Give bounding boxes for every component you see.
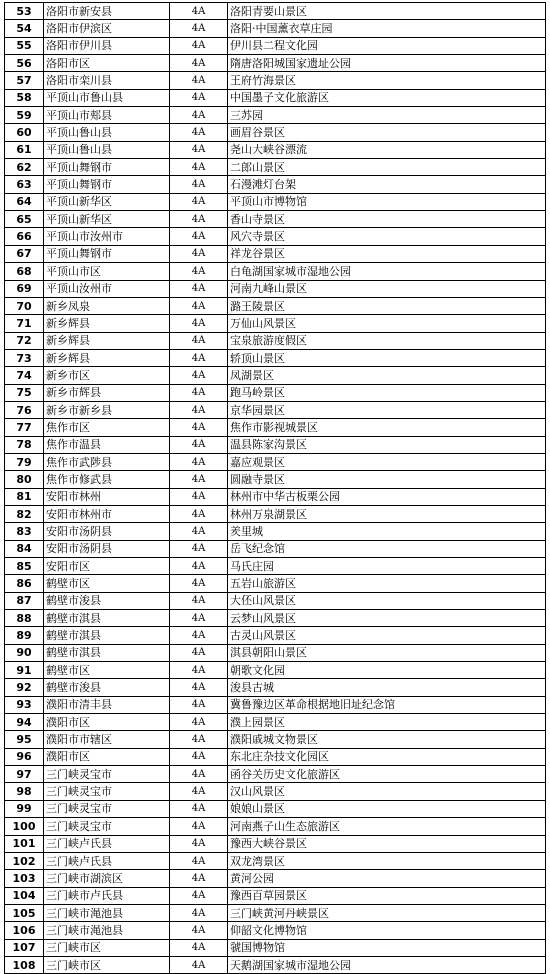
location-cell: 濮阳市区 <box>44 714 170 731</box>
row-number-cell: 100 <box>5 818 44 835</box>
table-row <box>5 141 546 158</box>
rating-level-cell: 4A <box>170 766 228 783</box>
row-number-cell: 84 <box>5 540 44 557</box>
location-cell: 濮阳市清丰县 <box>44 696 170 713</box>
table-row <box>5 835 546 852</box>
scenic-name-cell: 二郎山景区 <box>228 159 546 176</box>
location-cell: 洛阳市新安县 <box>44 3 170 20</box>
row-number-cell: 66 <box>5 228 44 245</box>
scenic-name-cell: 白龟湖国家城市湿地公园 <box>228 263 546 280</box>
scenic-name-cell: 洛阳青要山景区 <box>228 3 546 20</box>
location-cell: 三门峡市卢氏县 <box>44 887 170 904</box>
scenic-name-cell: 东北庄杂技文化园区 <box>228 748 546 765</box>
rating-level-cell: 4A <box>170 89 228 106</box>
location-cell: 平顶山舞钢市 <box>44 159 170 176</box>
location-cell: 新乡辉县 <box>44 332 170 349</box>
location-cell: 焦作市修武县 <box>44 471 170 488</box>
table-row <box>5 72 546 89</box>
scenic-name-cell: 虢国博物馆 <box>228 939 546 956</box>
location-cell: 鹤壁市淇县 <box>44 627 170 644</box>
rating-level-cell: 4A <box>170 748 228 765</box>
location-cell: 安阳市林州市 <box>44 505 170 522</box>
rating-level-cell: 4A <box>170 37 228 54</box>
scenic-name-cell: 林州市中华古板栗公园 <box>228 488 546 505</box>
scenic-name-cell: 温县陈家沟景区 <box>228 436 546 453</box>
location-cell: 洛阳市栾川县 <box>44 72 170 89</box>
location-cell: 焦作市区 <box>44 419 170 436</box>
row-number-cell: 94 <box>5 714 44 731</box>
table-row <box>5 55 546 72</box>
row-number-cell: 64 <box>5 193 44 210</box>
row-number-cell: 62 <box>5 159 44 176</box>
table-row <box>5 852 546 869</box>
table-row <box>5 349 546 366</box>
rating-level-cell: 4A <box>170 419 228 436</box>
row-number-cell: 79 <box>5 453 44 470</box>
location-cell: 鹤壁市区 <box>44 662 170 679</box>
rating-level-cell: 4A <box>170 349 228 366</box>
row-number-cell: 77 <box>5 419 44 436</box>
table-row <box>5 748 546 765</box>
table-row <box>5 575 546 592</box>
location-cell: 洛阳市伊滨区 <box>44 20 170 37</box>
location-cell: 平顶山汝州市 <box>44 280 170 297</box>
rating-level-cell: 4A <box>170 245 228 262</box>
scenic-name-cell: 大伾山风景区 <box>228 592 546 609</box>
scenic-name-cell: 双龙湾景区 <box>228 852 546 869</box>
rating-level-cell: 4A <box>170 505 228 522</box>
rating-level-cell: 4A <box>170 3 228 20</box>
rating-level-cell: 4A <box>170 124 228 141</box>
scenic-name-cell: 伊川县二程文化园 <box>228 37 546 54</box>
row-number-cell: 101 <box>5 835 44 852</box>
row-number-cell: 67 <box>5 245 44 262</box>
rating-level-cell: 4A <box>170 956 228 973</box>
table-row <box>5 315 546 332</box>
location-cell: 三门峡市渑池县 <box>44 904 170 921</box>
rating-level-cell: 4A <box>170 627 228 644</box>
rating-level-cell: 4A <box>170 696 228 713</box>
scenic-name-cell: 马氏庄园 <box>228 558 546 575</box>
scenic-name-cell: 凤湖景区 <box>228 367 546 384</box>
rating-level-cell: 4A <box>170 141 228 158</box>
table-row <box>5 37 546 54</box>
location-cell: 平顶山市区 <box>44 263 170 280</box>
location-cell: 平顶山市鲁山县 <box>44 89 170 106</box>
rating-level-cell: 4A <box>170 297 228 314</box>
rating-level-cell: 4A <box>170 662 228 679</box>
table-row <box>5 505 546 522</box>
table-row <box>5 939 546 956</box>
table-body <box>5 3 546 974</box>
table-row <box>5 818 546 835</box>
row-number-cell: 57 <box>5 72 44 89</box>
scenic-name-cell: 宝泉旅游度假区 <box>228 332 546 349</box>
row-number-cell: 58 <box>5 89 44 106</box>
scenic-name-cell: 古灵山风景区 <box>228 627 546 644</box>
row-number-cell: 73 <box>5 349 44 366</box>
scenic-name-cell: 三门峡黄河丹峡景区 <box>228 904 546 921</box>
table-row <box>5 956 546 973</box>
location-cell: 平顶山新华区 <box>44 193 170 210</box>
table-row <box>5 887 546 904</box>
location-cell: 焦作市温县 <box>44 436 170 453</box>
location-cell: 三门峡卢氏县 <box>44 852 170 869</box>
table-row <box>5 471 546 488</box>
row-number-cell: 76 <box>5 401 44 418</box>
row-number-cell: 107 <box>5 939 44 956</box>
table-row <box>5 20 546 37</box>
table-row <box>5 904 546 921</box>
table-row <box>5 800 546 817</box>
scenic-name-cell: 豫西百草园景区 <box>228 887 546 904</box>
row-number-cell: 68 <box>5 263 44 280</box>
rating-level-cell: 4A <box>170 211 228 228</box>
table-row <box>5 3 546 20</box>
rating-level-cell: 4A <box>170 783 228 800</box>
scenic-name-cell: 羑里城 <box>228 523 546 540</box>
scenic-name-cell: 画眉谷景区 <box>228 124 546 141</box>
table-row <box>5 766 546 783</box>
location-cell: 平顶山舞钢市 <box>44 176 170 193</box>
row-number-cell: 72 <box>5 332 44 349</box>
rating-level-cell: 4A <box>170 367 228 384</box>
row-number-cell: 85 <box>5 558 44 575</box>
rating-level-cell: 4A <box>170 714 228 731</box>
row-number-cell: 86 <box>5 575 44 592</box>
rating-level-cell: 4A <box>170 679 228 696</box>
location-cell: 安阳市汤阴县 <box>44 523 170 540</box>
location-cell: 三门峡市渑池县 <box>44 922 170 939</box>
scenic-name-cell: 淇县朝阳山景区 <box>228 644 546 661</box>
rating-level-cell: 4A <box>170 280 228 297</box>
location-cell: 三门峡市区 <box>44 939 170 956</box>
scenic-name-cell: 函谷关历史文化旅游区 <box>228 766 546 783</box>
rating-level-cell: 4A <box>170 263 228 280</box>
table-row <box>5 107 546 124</box>
rating-level-cell: 4A <box>170 384 228 401</box>
scenic-name-cell: 河南九峰山景区 <box>228 280 546 297</box>
rating-level-cell: 4A <box>170 401 228 418</box>
scenic-name-cell: 跑马岭景区 <box>228 384 546 401</box>
row-number-cell: 55 <box>5 37 44 54</box>
rating-level-cell: 4A <box>170 922 228 939</box>
location-cell: 三门峡灵宝市 <box>44 800 170 817</box>
scenic-name-cell: 嘉应观景区 <box>228 453 546 470</box>
scenic-name-cell: 风穴寺景区 <box>228 228 546 245</box>
rating-level-cell: 4A <box>170 835 228 852</box>
row-number-cell: 92 <box>5 679 44 696</box>
location-cell: 焦作市武陟县 <box>44 453 170 470</box>
location-cell: 平顶山市郏县 <box>44 107 170 124</box>
scenic-name-cell: 冀鲁豫边区革命根据地旧址纪念馆 <box>228 696 546 713</box>
rating-level-cell: 4A <box>170 558 228 575</box>
scenic-name-cell: 林州万泉湖景区 <box>228 505 546 522</box>
row-number-cell: 97 <box>5 766 44 783</box>
scenic-name-cell: 京华园景区 <box>228 401 546 418</box>
table-row <box>5 488 546 505</box>
rating-level-cell: 4A <box>170 72 228 89</box>
scenic-name-cell: 濮阳戚城文物景区 <box>228 731 546 748</box>
table-row <box>5 436 546 453</box>
rating-level-cell: 4A <box>170 540 228 557</box>
table-row <box>5 558 546 575</box>
location-cell: 濮阳市市辖区 <box>44 731 170 748</box>
location-cell: 新乡市区 <box>44 367 170 384</box>
table-row <box>5 332 546 349</box>
table-row <box>5 644 546 661</box>
table-row <box>5 592 546 609</box>
location-cell: 鹤壁市淇县 <box>44 610 170 627</box>
rating-level-cell: 4A <box>170 523 228 540</box>
table-row <box>5 783 546 800</box>
location-cell: 鹤壁市淇县 <box>44 644 170 661</box>
rating-level-cell: 4A <box>170 800 228 817</box>
row-number-cell: 82 <box>5 505 44 522</box>
row-number-cell: 53 <box>5 3 44 20</box>
scenic-name-cell: 焦作市影视城景区 <box>228 419 546 436</box>
scenic-name-cell: 平顶山市博物馆 <box>228 193 546 210</box>
table-row <box>5 870 546 887</box>
scenic-name-cell: 圆融寺景区 <box>228 471 546 488</box>
rating-level-cell: 4A <box>170 453 228 470</box>
table-row <box>5 263 546 280</box>
table-row <box>5 211 546 228</box>
location-cell: 三门峡灵宝市 <box>44 766 170 783</box>
scenic-name-cell: 五岩山旅游区 <box>228 575 546 592</box>
rating-level-cell: 4A <box>170 436 228 453</box>
scenic-name-cell: 王府竹海景区 <box>228 72 546 89</box>
row-number-cell: 106 <box>5 922 44 939</box>
scenic-name-cell: 洛阳·中国薰衣草庄园 <box>228 20 546 37</box>
rating-level-cell: 4A <box>170 20 228 37</box>
scenic-name-cell: 三苏园 <box>228 107 546 124</box>
table-row <box>5 610 546 627</box>
location-cell: 新乡凤泉 <box>44 297 170 314</box>
table-row <box>5 176 546 193</box>
scenic-name-cell: 濮上园景区 <box>228 714 546 731</box>
table-row <box>5 419 546 436</box>
rating-level-cell: 4A <box>170 193 228 210</box>
row-number-cell: 59 <box>5 107 44 124</box>
rating-level-cell: 4A <box>170 818 228 835</box>
table-row <box>5 922 546 939</box>
location-cell: 鹤壁市区 <box>44 575 170 592</box>
table-row <box>5 297 546 314</box>
location-cell: 安阳市汤阴县 <box>44 540 170 557</box>
row-number-cell: 54 <box>5 20 44 37</box>
table-row <box>5 523 546 540</box>
table-row <box>5 696 546 713</box>
location-cell: 平顶山舞钢市 <box>44 245 170 262</box>
row-number-cell: 98 <box>5 783 44 800</box>
location-cell: 新乡辉县 <box>44 349 170 366</box>
table-row <box>5 679 546 696</box>
table-row <box>5 384 546 401</box>
row-number-cell: 104 <box>5 887 44 904</box>
location-cell: 鹤壁市浚县 <box>44 592 170 609</box>
rating-level-cell: 4A <box>170 228 228 245</box>
location-cell: 新乡市新乡县 <box>44 401 170 418</box>
scenic-area-table <box>4 2 546 974</box>
row-number-cell: 63 <box>5 176 44 193</box>
table-row <box>5 714 546 731</box>
table-row <box>5 627 546 644</box>
row-number-cell: 80 <box>5 471 44 488</box>
rating-level-cell: 4A <box>170 55 228 72</box>
row-number-cell: 89 <box>5 627 44 644</box>
table-row <box>5 280 546 297</box>
scenic-name-cell: 万仙山风景区 <box>228 315 546 332</box>
scenic-name-cell: 香山寺景区 <box>228 211 546 228</box>
rating-level-cell: 4A <box>170 176 228 193</box>
location-cell: 安阳市区 <box>44 558 170 575</box>
rating-level-cell: 4A <box>170 575 228 592</box>
scenic-name-cell: 祥龙谷景区 <box>228 245 546 262</box>
location-cell: 新乡辉县 <box>44 315 170 332</box>
rating-level-cell: 4A <box>170 471 228 488</box>
rating-level-cell: 4A <box>170 644 228 661</box>
row-number-cell: 60 <box>5 124 44 141</box>
table-row <box>5 367 546 384</box>
row-number-cell: 71 <box>5 315 44 332</box>
row-number-cell: 105 <box>5 904 44 921</box>
table-row <box>5 159 546 176</box>
table-row <box>5 540 546 557</box>
row-number-cell: 93 <box>5 696 44 713</box>
row-number-cell: 81 <box>5 488 44 505</box>
row-number-cell: 102 <box>5 852 44 869</box>
scenic-name-cell: 尧山大峡谷漂流 <box>228 141 546 158</box>
location-cell: 洛阳市伊川县 <box>44 37 170 54</box>
location-cell: 濮阳市区 <box>44 748 170 765</box>
rating-level-cell: 4A <box>170 107 228 124</box>
rating-level-cell: 4A <box>170 488 228 505</box>
row-number-cell: 75 <box>5 384 44 401</box>
rating-level-cell: 4A <box>170 610 228 627</box>
row-number-cell: 90 <box>5 644 44 661</box>
scenic-name-cell: 汉山风景区 <box>228 783 546 800</box>
location-cell: 洛阳市区 <box>44 55 170 72</box>
table-row <box>5 228 546 245</box>
row-number-cell: 103 <box>5 870 44 887</box>
row-number-cell: 69 <box>5 280 44 297</box>
rating-level-cell: 4A <box>170 904 228 921</box>
location-cell: 三门峡灵宝市 <box>44 818 170 835</box>
table-row <box>5 662 546 679</box>
rating-level-cell: 4A <box>170 332 228 349</box>
rating-level-cell: 4A <box>170 592 228 609</box>
scenic-name-cell: 云梦山风景区 <box>228 610 546 627</box>
location-cell: 平顶山鲁山县 <box>44 141 170 158</box>
scenic-name-cell: 石漫滩灯台架 <box>228 176 546 193</box>
location-cell: 三门峡卢氏县 <box>44 835 170 852</box>
scenic-name-cell: 岳飞纪念馆 <box>228 540 546 557</box>
scenic-name-cell: 天鹅湖国家城市湿地公园 <box>228 956 546 973</box>
rating-level-cell: 4A <box>170 887 228 904</box>
scenic-name-cell: 隋唐洛阳城国家遗址公园 <box>228 55 546 72</box>
table-row <box>5 193 546 210</box>
location-cell: 新乡市辉县 <box>44 384 170 401</box>
row-number-cell: 83 <box>5 523 44 540</box>
row-number-cell: 99 <box>5 800 44 817</box>
row-number-cell: 91 <box>5 662 44 679</box>
location-cell: 平顶山市汝州市 <box>44 228 170 245</box>
scenic-name-cell: 仰韶文化博物馆 <box>228 922 546 939</box>
row-number-cell: 87 <box>5 592 44 609</box>
row-number-cell: 61 <box>5 141 44 158</box>
table-row <box>5 401 546 418</box>
scenic-name-cell: 轿顶山景区 <box>228 349 546 366</box>
row-number-cell: 95 <box>5 731 44 748</box>
rating-level-cell: 4A <box>170 315 228 332</box>
row-number-cell: 108 <box>5 956 44 973</box>
scenic-name-cell: 娘娘山景区 <box>228 800 546 817</box>
rating-level-cell: 4A <box>170 870 228 887</box>
table-row <box>5 124 546 141</box>
row-number-cell: 74 <box>5 367 44 384</box>
row-number-cell: 65 <box>5 211 44 228</box>
scenic-name-cell: 黄河公园 <box>228 870 546 887</box>
scenic-name-cell: 潞王陵景区 <box>228 297 546 314</box>
row-number-cell: 70 <box>5 297 44 314</box>
row-number-cell: 56 <box>5 55 44 72</box>
rating-level-cell: 4A <box>170 731 228 748</box>
location-cell: 鹤壁市浚县 <box>44 679 170 696</box>
location-cell: 安阳市林州 <box>44 488 170 505</box>
scenic-name-cell: 中国墨子文化旅游区 <box>228 89 546 106</box>
location-cell: 三门峡市湖滨区 <box>44 870 170 887</box>
location-cell: 三门峡市区 <box>44 956 170 973</box>
rating-level-cell: 4A <box>170 852 228 869</box>
location-cell: 平顶山新华区 <box>44 211 170 228</box>
row-number-cell: 96 <box>5 748 44 765</box>
table-row <box>5 453 546 470</box>
table-row <box>5 731 546 748</box>
location-cell: 平顶山鲁山县 <box>44 124 170 141</box>
rating-level-cell: 4A <box>170 159 228 176</box>
row-number-cell: 88 <box>5 610 44 627</box>
scenic-name-cell: 朝歌文化园 <box>228 662 546 679</box>
scenic-name-cell: 浚县古城 <box>228 679 546 696</box>
table-row <box>5 245 546 262</box>
scenic-name-cell: 豫西大峡谷景区 <box>228 835 546 852</box>
row-number-cell: 78 <box>5 436 44 453</box>
rating-level-cell: 4A <box>170 939 228 956</box>
scenic-name-cell: 河南燕子山生态旅游区 <box>228 818 546 835</box>
table-row <box>5 89 546 106</box>
location-cell: 三门峡灵宝市 <box>44 783 170 800</box>
